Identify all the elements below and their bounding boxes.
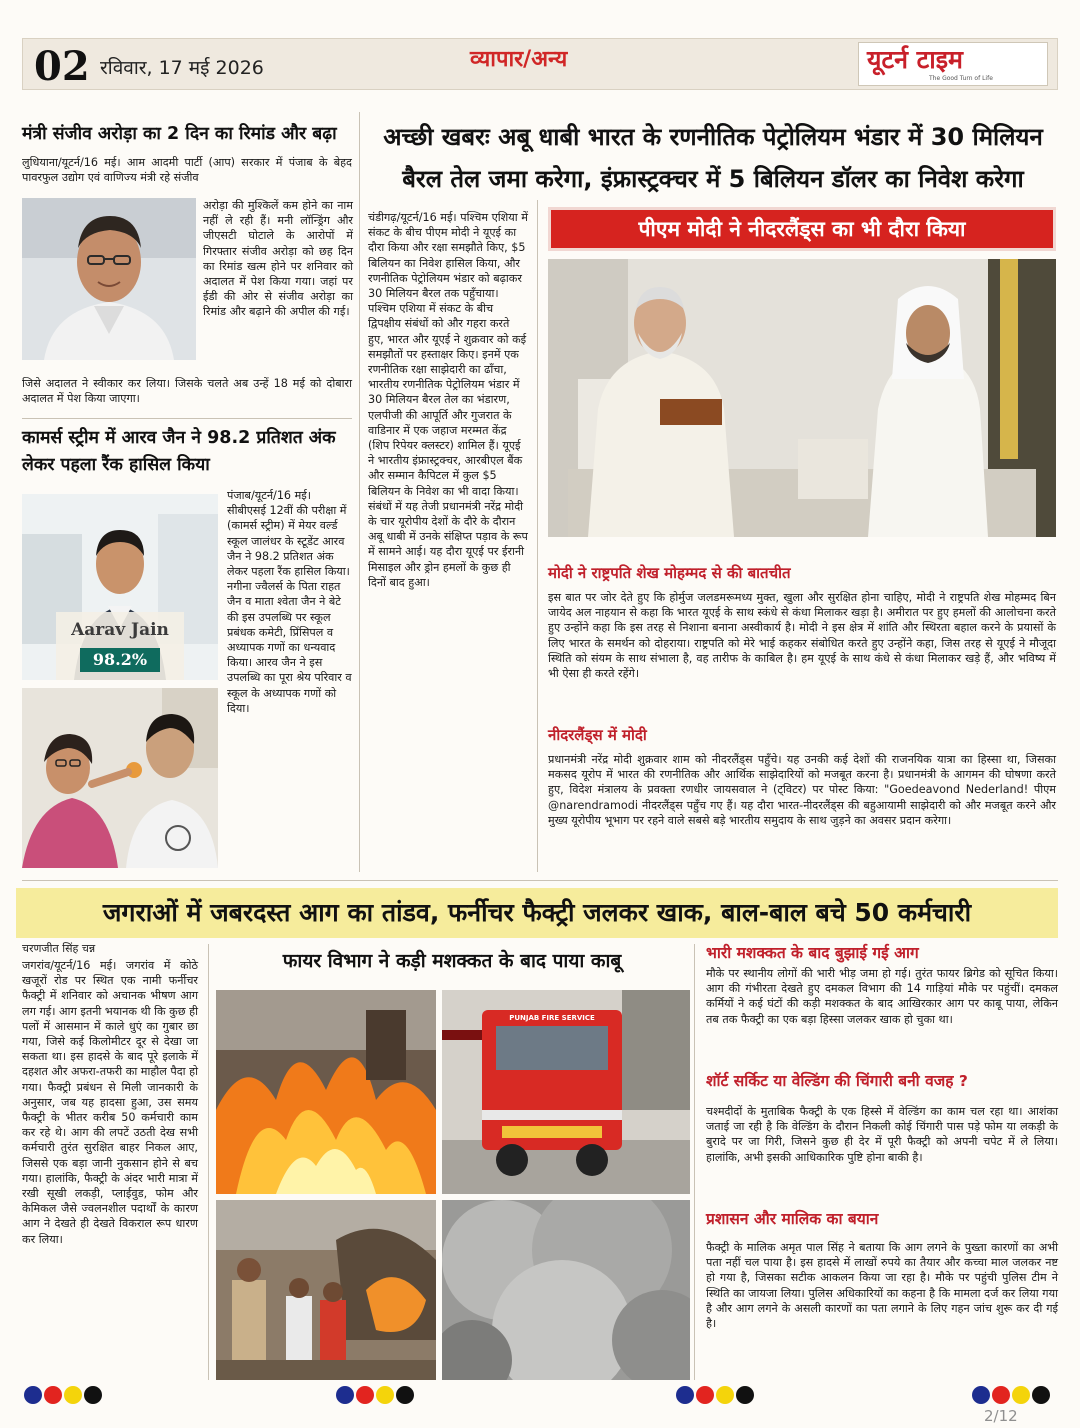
modi-para-2: प्रधानमंत्री नरेंद्र मोदी शुक्रवार शाम को नीदरलैंड्स पहुँचे। यह उनकी कई देशों की राजनयिक यात्रा का हिस्सा था, जिसका मकसद यूरोप में भारत की रणनीतिक और आर्थिक साझेदारियों को मजबूत करना है। प्रधानमंत्री के आगमन की घोषणा करते हुए, विदेश मंत्रालय के प्रवक्ता रणधीर जायसवाल ने (ट्विटर) पर पोस्ट किया: "Goedeavond Nederland! पीएम @narendramodi नीदरलैंड्स पहुँच गए हैं। यह दौरा भारत-नीदरलैंड्स की बहुआयामी साझेदारी को और मजबूत करने और मुख्य यूरोपीय भूभाग पर रहने वाले सबसे बड़े भारतीय समुदाय के साथ जुड़ने का अवसर प्रदान करेगा।: [548, 753, 1056, 827]
registration-dot: [992, 1386, 1010, 1404]
modi-headline: अच्छी खबरः अबू धाबी भारत के रणनीतिक पेट्रोलियम भंडार में 30 मिलियन बैरल तेल जमा करेगा, इंफ्रास्ट्रक्चर में 5 बिलियन डॉलर का निवेश करेगा: [383, 123, 1043, 193]
arora-photo: [22, 198, 196, 360]
page-indicator: 2/12: [984, 1407, 1018, 1425]
modi-subhead-1: मोदी ने राष्ट्रपति शेख मोहम्मद से की बातचीत: [548, 564, 791, 582]
registration-dot: [1032, 1386, 1050, 1404]
registration-dot: [84, 1386, 102, 1404]
registration-dot: [676, 1386, 694, 1404]
fire-byline: चरणजीत सिंह चन्न: [22, 942, 96, 955]
section-label: व्यापार/अन्य: [470, 47, 568, 72]
fire-banner-text: जगराओं में जबरदस्त आग का तांडव, फर्नीचर फैक्ट्री जलकर खाक, बाल-बाल बचे 50 कर्मचारी: [102, 898, 972, 927]
fire-photo-heading: फायर विभाग ने कड़ी मशक्कत के बाद पाया काबू: [282, 950, 622, 972]
fire-truck-photo: [442, 990, 690, 1194]
fire-para-3: फैक्ट्री के मालिक अमृत पाल सिंह ने बताया कि आग लगने के पुख्ता कारणों का अभी पता नहीं चल पाया है। इस हादसे में लाखों रुपये का तैयार और कच्चा माल जलकर नष्ट हो गया है, जिसका सटीक आकलन किया जा रहा है। मौके पर पहुंची पुलिस टीम ने स्थिति का जायजा लिया। पुलिस अधिकारियों का कहना है कि मामला दर्ज कर लिया गया है और आग लगने के असली कारणों का पता लगाने के लिए गहन जांच शुरू कर दी गई है।: [706, 1241, 1058, 1331]
arora-tail: जिसे अदालत ने स्वीकार कर लिया। जिसके चलते अब उन्हें 18 मई को दोबारा अदालत में पेश किया जाएगा।: [22, 377, 352, 406]
row-divider: [22, 418, 352, 419]
arora-side-text: अरोड़ा की मुश्किलें कम होने का नाम नहीं ले रही हैं। मनी लॉन्ड्रिंग और जीएसटी घोटाले के आरोपों में गिरफ्तार संजीव अरोड़ा को छह दिन का रिमांड खत्म होने पर शनिवार को अदालत में पेश किया गया। जहां पर ईडी की ओर से संजीव अरोड़ा का रिमांड और बढ़ाने की अपील की गई।: [203, 199, 353, 319]
logo-text: यूटर्न टाइम: [867, 45, 963, 74]
fire-para-1: मौके पर स्थानीय लोगों की भारी भीड़ जमा हो गई। तुरंत फायर ब्रिगेड को सूचित किया। आग की गंभीरता देखते हुए दमकल विभाग की 14 गाड़ियां मौके पर पहुंचीं। दमकल कर्मियों ने कई घंटों की कड़ी मशक्कत के बाद आखिरकार आग पर काबू पाया, लेकिन तब तक फैक्ट्री का एक बड़ा हिस्सा जलकर खाक हो चुका था।: [706, 967, 1058, 1026]
registration-dot: [356, 1386, 374, 1404]
fire-para-2: चश्मदीदों के मुताबिक फैक्ट्री के एक हिस्से में वेल्डिंग का काम चल रहा था। आशंका जताई जा रही है कि वेल्डिंग के दौरान निकली कोई चिंगारी पास पड़े फोम या लकड़ी के बुरादे पर जा गिरी, जिसने कुछ ही देर में पूरी फैक्ट्री को अपनी चपेट में ले लिया। हालांकि, अभी इसकी आधिकारिक पुष्टि होना बाकी है।: [706, 1105, 1058, 1164]
modi-meeting-photo: [548, 259, 1056, 537]
modi-para-1: इस बात पर जोर देते हुए कि होर्मुज जलडमरूमध्य मुक्त, खुला और सुरक्षित होना चाहिए, मोदी ने राष्ट्रपति शेख मोहम्मद बिन जायेद अल नाहयान से कहा कि भारत यूएई के साथ स्कंधे से कंधा मिलाकर खड़ा है। अमीरात पर हुए हमलों की आलोचना करते हुए उन्होंने कहा कि इस तरह से निशाना बनाना अस्वीकार्य है। मोदी ने इस क्षेत्र में शांति और स्थिरता बहाल करने के प्रयासों के लिए भारत के समर्थन को दोहराया। राष्ट्रपति को मेरे भाई कहकर संबोधित करते हुए उन्होंने कहा, जिस तरह से यूएई ने मौजूदा स्थिति को संयम के साथ संभाला है, वह तारीफ के काबिल है। हम यूएई के साथ कंधे से कंधा मिलाकर खड़े हैं, और भविष्य में भी ऐसा ही करते रहेंगे।: [548, 591, 1056, 681]
modi-column: चंडीगढ़/यूटर्न/16 मई। पश्चिम एशिया में संकट के बीच पीएम मोदी ने यूएई का दौरा किया और रक्षा समझौते किए, $5 बिलियन का निवेश हासिल किया, और रणनीतिक पेट्रोलियम भंडार को बढ़ाकर 30 मिलियन बैरल तक पहुँचाया। पश्चिम एशिया में संकट के बीच द्विपक्षीय संबंधों को और गहरा करते हुए, भारत और यूएई ने शुक्रवार को कई समझौतों पर हस्ताक्षर किए। इनमें एक रणनीतिक रक्षा साझेदारी का ढाँचा, भारतीय रणनीतिक पेट्रोलियम भंडार में 30 मिलियन बैरल तेल का भंडारण, एलपीजी की आपूर्ति और गुजरात के वाडिनार में एक जहाज मरम्मत केंद्र (शिप रिपेयर क्लस्टर) शामिल हैं। यूएई ने भारतीय इंफ्रास्ट्रक्चर, आरबीएल बैंक और सम्मान कैपिटल में कुल $5 बिलियन के निवेश का भी वादा किया। संबंधों में यह तेजी प्रधानमंत्री नरेंद्र मोदी के चार यूरोपीय देशों के दौरे के दौरान अबू धाबी में उनके संक्षिप्त पड़ाव के रूप में सामने आई। यह दौरा यूएई पर ईरानी मिसाइल और ड्रोन हमलों के कुछ ही दिनों बाद हुआ।: [368, 211, 528, 589]
registration-dot: [24, 1386, 42, 1404]
registration-dot: [64, 1386, 82, 1404]
registration-dot: [1012, 1386, 1030, 1404]
modi-red-banner-text: पीएम मोदी ने नीदरलैंड्स का भी दौरा किया: [638, 217, 966, 241]
color-registration-marks: [24, 1386, 104, 1408]
column-divider: [359, 112, 360, 872]
column-divider: [208, 944, 209, 1380]
modi-red-banner: [548, 207, 1056, 251]
fire-column: जगरांव/यूटर्न/16 मई। जगरांव में कोठे खजूरों रोड पर स्थित एक नामी फर्नीचर फैक्ट्री में शनिवार को अचानक भीषण आग लग गई। आग इतनी भयानक थी कि कुछ ही पलों में आसमान में काले धुएं का गुबार छा गया, जिसे कई किलोमीटर दूर से देखा जा सकता था। इस हादसे के बाद पूरे इलाके में दहशत और अफरा-तफरी का माहौल पैदा हो गया। फैक्ट्री प्रबंधन से मिली जानकारी के अनुसार, जब यह हादसा हुआ, उस समय फैक्ट्री के भीतर करीब 50 कर्मचारी काम कर रहे थे। आग की लपटें उठती देख सभी कर्मचारी तुरंत सुरक्षित बाहर निकल आए, जिससे एक बड़ा जानी नुकसान होने से बच गया। हालांकि, फैक्ट्री के अंदर भारी मात्रा में रखी सूखी लकड़ी, प्लाईवुड, फोम और केमिकल जैसे ज्वलनशील पदार्थों के कारण आग ने देखते ही देखते विकराल रूप धारण कर लिया।: [22, 959, 198, 1246]
registration-dot: [716, 1386, 734, 1404]
row-divider: [22, 880, 1058, 881]
registration-dot: [396, 1386, 414, 1404]
fire-rescue-photo: [216, 1200, 436, 1380]
color-registration-marks: [972, 1386, 1052, 1408]
logo-tagline: The Good Turn of Life: [929, 75, 993, 82]
page-date: रविवार, 17 मई 2026: [100, 57, 264, 79]
fire-subhead-2: शॉर्ट सर्किट या वेल्डिंग की चिंगारी बनी वजह ?: [706, 1072, 968, 1090]
color-registration-marks: [336, 1386, 416, 1408]
fire-subhead-3: प्रशासन और मालिक का बयान: [706, 1210, 879, 1228]
fire-smoke-photo: [442, 1200, 690, 1380]
registration-dot: [376, 1386, 394, 1404]
color-registration-marks: [676, 1386, 756, 1408]
fire-flames-photo: [216, 990, 436, 1194]
aarav-photo-score: 98.2%: [80, 648, 160, 672]
modi-subhead-2: नीदरलैंड्स में मोदी: [548, 726, 647, 744]
registration-dot: [696, 1386, 714, 1404]
column-divider: [537, 200, 538, 872]
fire-banner: [16, 888, 1058, 938]
arora-headline: मंत्री संजीव अरोड़ा का 2 दिन का रिमांड और बढ़ा: [22, 124, 337, 144]
registration-dot: [972, 1386, 990, 1404]
column-divider: [694, 944, 695, 1380]
aarav-family-photo: [22, 688, 218, 868]
masthead-logo: [858, 42, 1048, 86]
fire-truck-label: PUNJAB FIRE SERVICE: [509, 1014, 595, 1022]
registration-dot: [336, 1386, 354, 1404]
aarav-photo-name: Aarav Jain: [71, 620, 169, 640]
page-number: 02: [34, 43, 90, 90]
fire-subhead-1: भारी मशक्कत के बाद बुझाई गई आग: [706, 944, 919, 962]
aarav-headline: कामर्स स्ट्रीम में आरव जैन ने 98.2 प्रतिशत अंक लेकर पहला रैंक हासिल किया: [22, 428, 336, 475]
registration-dot: [44, 1386, 62, 1404]
aarav-body: पंजाब/यूटर्न/16 मई। सीबीएसई 12वीं की परीक्षा में (कामर्स स्ट्रीम) में मेयर वर्ल्ड स्कूल जालंधर के स्टूडेंट आरव जैन ने 98.2 प्रतिशत अंक लेकर पहला रैंक हासिल किया। नगीना ज्वैलर्स के पिता राहत जैन व माता श्वेता जैन ने बेटे की इस उपलब्धि पर स्कूल प्रबंधक कमेटी, प्रिंसिपल व अध्यापक गणों का धन्यवाद किया। आरव जैन ने इस उपलब्धि का पूरा श्रेय परिवार व स्कूल के अध्यापक गणों को दिया।: [227, 489, 352, 715]
arora-lead: लुधियाना/यूटर्न/16 मई। आम आदमी पार्टी (आप) सरकार में पंजाब के बेहद पावरफुल उद्योग एवं वाणिज्य मंत्री रहे संजीव: [22, 156, 352, 185]
registration-dot: [736, 1386, 754, 1404]
aarav-photo: [22, 494, 218, 680]
